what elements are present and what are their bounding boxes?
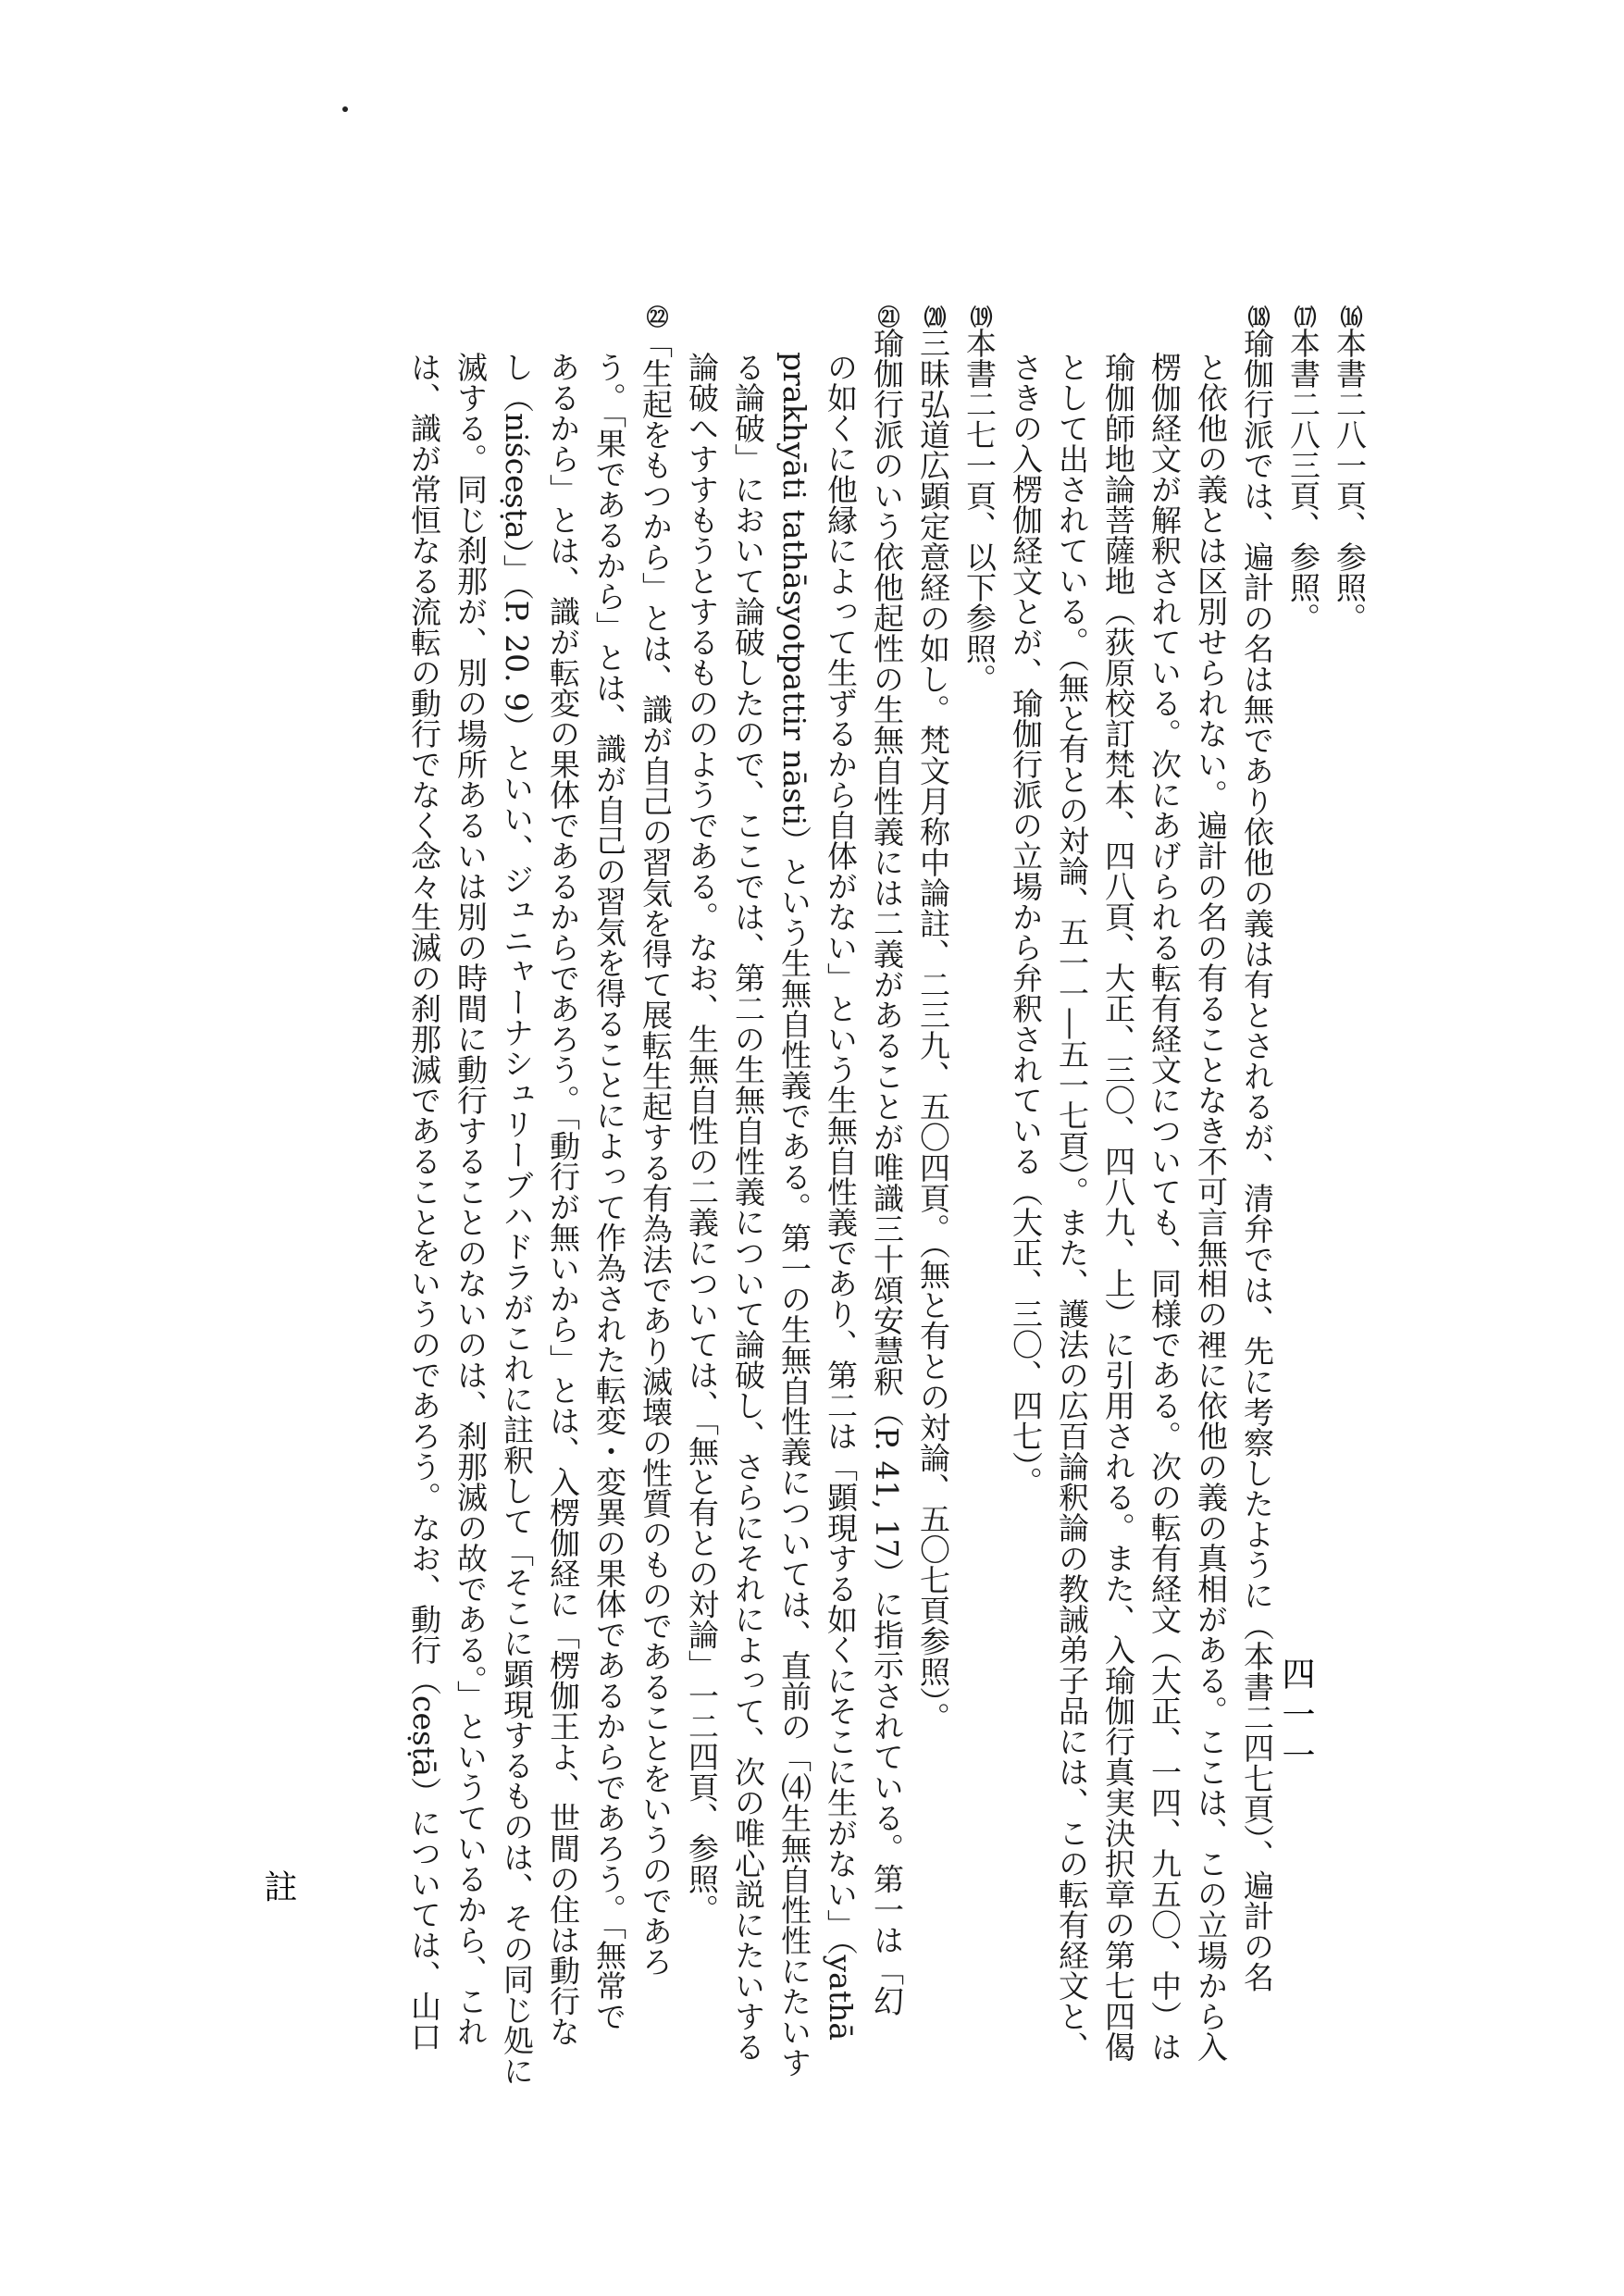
note-19 bbox=[961, 305, 998, 694]
note-text: と依他の義とは区別せられない。遍計の名の有ることなき不可言無相の裡に依他の義の真相がある。ここは、この立場から入 bbox=[1193, 352, 1229, 2062]
note-text: 瑜伽師地論菩薩地（荻原校訂梵本、四八頁、大正、三〇、四八九、上）に引用される。また、入瑜伽行真実決択章の第七四偈 bbox=[1100, 352, 1136, 2062]
note-line bbox=[1100, 352, 1136, 2128]
note-text: 論破へすすもうとするもののようである。なお、生無自性の二義については、「無と有との対論」一二四頁、参照。 bbox=[684, 352, 720, 1925]
note-line bbox=[1193, 352, 1229, 2128]
note-line bbox=[591, 352, 627, 2128]
note-text: る論破」において論破したので、ここでは、第二の生無自性義について論破し、さらにそれによって、次の唯心説にたいする bbox=[730, 352, 766, 2062]
note-line bbox=[730, 352, 766, 2128]
note-text: は、識が常恒なる流転の動行でなく念々生滅の刹那滅であることをいうのであろう。なお、動行（ceṣṭā）については、山口 bbox=[406, 352, 442, 2052]
note-text: の如くに他縁によって生ずるから自体がない」という生無自性義であり、第二は「顕現する如くにそこに生がない」（yathā bbox=[823, 352, 859, 2042]
note-text: 三昧弘道広顕定意経の如し。梵文月称中論註、二三九、五〇四頁。（無と有との対論、五〇七頁参照）。 bbox=[915, 328, 951, 1732]
note-text: し（niśceṣṭa）」（P. 20. 9）といい、ジュニャーナシュリーブハドラがこれに註釈して「そこに顕現するものは、その同じ処に bbox=[499, 352, 535, 2087]
note-line bbox=[823, 352, 859, 2128]
note-number: ⒃ bbox=[1336, 305, 1363, 328]
note-number: ㉑ bbox=[874, 305, 900, 328]
section-label: 註 bbox=[259, 1869, 297, 1903]
note-text: 瑜伽行派では、遍計の名は無であり依他の義は有とされるが、清弁では、先に考察したように（本書二四七頁）、遍計の名 bbox=[1239, 328, 1275, 1992]
note-line bbox=[684, 352, 720, 2128]
note-18 bbox=[1239, 305, 1275, 2082]
note-line bbox=[776, 352, 812, 2128]
note-number: ⒇ bbox=[920, 305, 947, 328]
note-text: さきの入楞伽経文とが、瑜伽行派の立場から弁釈されている（大正、三〇、四七）。 bbox=[1008, 352, 1044, 1497]
note-text: あるから」とは、識が転変の果体であるからであろう。「動行が無いから」とは、入楞伽経に「楞伽王よ、世間の住は動行な bbox=[545, 352, 581, 2047]
note-21 bbox=[869, 305, 905, 2082]
note-text: prakhyāti tathāsyotpattir nāsti）という生無自性義である。第一の生無自性義については、直前の「⑷生無自性性にたいす bbox=[776, 352, 812, 2079]
note-20 bbox=[915, 305, 951, 2082]
note-line bbox=[406, 352, 442, 2128]
note-line bbox=[1054, 352, 1090, 2128]
page-number: 四一一 bbox=[1277, 1657, 1315, 1779]
note-text: 楞伽経文が解釈されている。次にあげられる転有経文についても、同様である。次の転有経文（大正、一四、九五〇、中）は bbox=[1147, 352, 1183, 2062]
note-text: 滅する。同じ刹那が、別の場所あるいは別の時間に動行することのないのは、刹那滅の故である。」というているから、これ bbox=[452, 352, 489, 2047]
note-line bbox=[1008, 352, 1044, 2128]
note-17 bbox=[1285, 305, 1321, 633]
note-text: う。「果であるから」とは、識が自己の習気を得ることによって作為された転変・変異の果体であるからであろう。「無常で bbox=[591, 352, 627, 2031]
note-number: ⒆ bbox=[966, 305, 993, 328]
note-text: 瑜伽行派のいう依他起性の生無自性義には二義があることが唯識三十頌安慧釈（P. 41, 17）に指示されている。第一は「幻 bbox=[869, 328, 905, 2017]
note-22 bbox=[638, 305, 674, 2082]
speck-mark bbox=[342, 106, 348, 112]
note-16 bbox=[1332, 305, 1368, 633]
note-text: 本書二七一頁、以下参照。 bbox=[961, 328, 998, 694]
note-line bbox=[545, 352, 581, 2128]
note-text: 「生起をもつから」とは、識が自己の習気を得て展転生起する有為法であり滅壊の性質のものであることをいうのであろ bbox=[638, 328, 674, 1977]
note-text: として出されている。（無と有との対論、五一一―五一七頁）。また、護法の広百論釈論の教誡弟子品には、この転有経文と、 bbox=[1054, 352, 1090, 2062]
note-text: 本書二八三頁、参照。 bbox=[1285, 328, 1321, 633]
note-text: 本書二八一頁、参照。 bbox=[1332, 328, 1368, 633]
note-number: ⒄ bbox=[1290, 305, 1317, 328]
note-line bbox=[1147, 352, 1183, 2128]
note-line bbox=[452, 352, 489, 2128]
note-number: ⒅ bbox=[1244, 305, 1271, 328]
note-number: ㉒ bbox=[642, 305, 669, 328]
note-line bbox=[499, 352, 535, 2128]
